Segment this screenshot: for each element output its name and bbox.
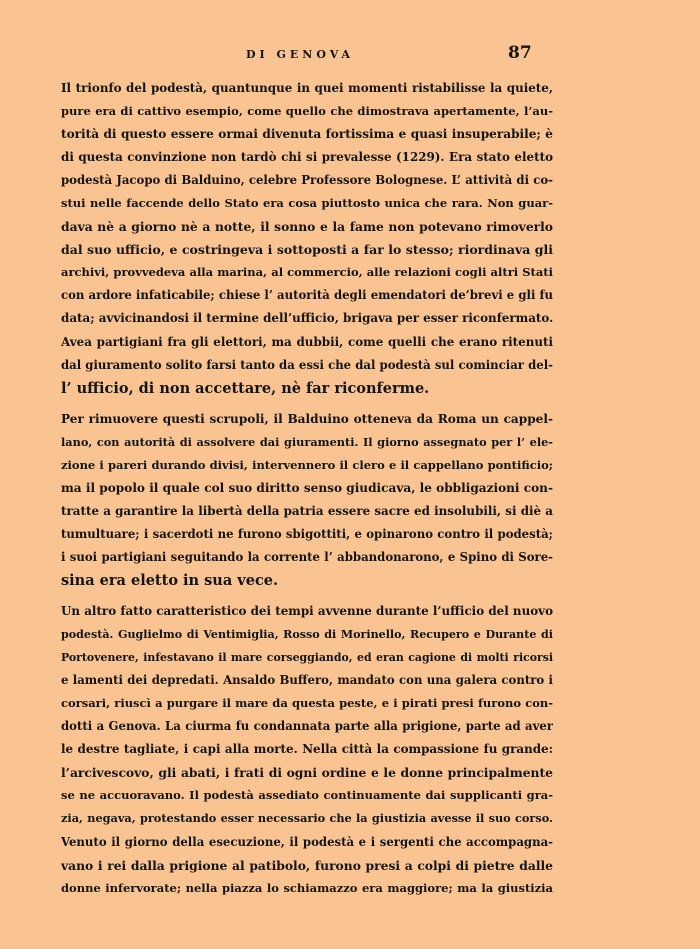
- text-line: dava nè a giorno nè a notte, il sonno e la fame non potevano rimoverlo: [61, 219, 553, 235]
- text-line: donne infervorate; nella piazza lo schiamazzo era maggiore; ma la giustizia: [61, 880, 553, 895]
- text-line: dal giuramento solito farsi tanto da essi che dal podestà sul cominciar del-: [61, 357, 553, 372]
- paragraph: [61, 600, 553, 900]
- text-line: lano, con autorità di assolvere dai giuramenti. Il giorno assegnato per l’ ele-: [61, 434, 553, 449]
- text-line: Il trionfo del podestà, quantunque in quei momenti ristabilisse la quiete,: [61, 81, 553, 95]
- text-line: zia, negava, protestando esser necessario che la giustizia avesse il suo corso.: [61, 811, 553, 826]
- text-line: l’arcivescovo, gli abati, i frati di ogni ordine e le donne principalmente: [61, 765, 553, 781]
- text-line: Venuto il giorno della esecuzione, il podestà e i sergenti che accompagna-: [61, 834, 553, 849]
- body-text: [61, 77, 553, 900]
- text-line: vano i rei dalla prigione al patibolo, furono presi a colpi di pietre dalle: [61, 857, 553, 873]
- text-line: pure era di cattivo esempio, come quello che dimostrava apertamente, l’au-: [61, 104, 553, 119]
- text-line: podestà Jacopo di Balduino, celebre Professore Bolognese. L’ attività di co-: [61, 173, 553, 188]
- text-line: Per rimuovere questi scrupoli, il Balduino otteneva da Roma un cappel-: [61, 411, 553, 426]
- text-line: stui nelle faccende dello Stato era cosa piuttosto unica che rara. Non guar-: [61, 196, 553, 211]
- text-line: di questa convinzione non tardò chi si prevalesse (1229). Era stato eletto: [61, 150, 553, 165]
- text-line: con ardore infaticabile; chiese l’ autorità degli emendatori de’brevi e gli fu: [61, 288, 553, 303]
- text-line: le destre tagliate, i capi alla morte. Nella città la compassione fu grande:: [61, 742, 553, 757]
- text-line: Un altro fatto caratteristico dei tempi avvenne durante l’ufficio del nuovo: [61, 604, 553, 619]
- text-line: torità di questo essere ormai divenuta fortissima e quasi insuperabile; è: [61, 127, 553, 142]
- text-line: dotti a Genova. La ciurma fu condannata parte alla prigione, parte ad aver: [61, 719, 553, 734]
- text-line: sina era eletto in sua vece.: [61, 571, 279, 589]
- text-line: zione i pareri durando divisi, intervennero il clero e il cappellano pontificio;: [61, 457, 553, 472]
- text-line: ma il popolo il quale col suo diritto senso giudicava, le obbligazioni con-: [61, 480, 553, 495]
- text-line: tumultuare; i sacerdoti ne furono sbigottiti, e opinarono contro il podestà;: [61, 526, 553, 541]
- text-line: data; avvicinandosi il termine dell’ufficio, brigava per esser riconfermato.: [61, 311, 553, 326]
- running-header: [60, 44, 540, 72]
- paragraph: [61, 77, 553, 400]
- paragraph: [61, 408, 553, 592]
- text-line: podestà. Guglielmo di Ventimiglia, Rosso di Morinello, Recupero e Durante di: [61, 628, 553, 642]
- text-line: Portovenere, infestavano il mare corseggiando, ed eran cagione di molti ricorsi: [61, 651, 553, 665]
- text-line: archivi, provvedeva alla marina, al commercio, alle relazioni cogli altri Stati: [61, 265, 553, 280]
- text-line: Avea partigiani fra gli elettori, ma dubbii, come quelli che erano ritenuti: [61, 334, 553, 349]
- running-title: DI GENOVA: [246, 48, 354, 61]
- text-line: corsari, riuscì a purgare il mare da questa peste, e i pirati presi furono con-: [61, 696, 553, 711]
- text-line: e lamenti dei depredati. Ansaldo Buffero, mandato con una galera contro i: [61, 673, 553, 688]
- text-line: dal suo ufficio, e costringeva i sottoposti a far lo stesso; riordinava gli: [61, 242, 553, 258]
- page-number: 87: [508, 43, 532, 63]
- text-line: se ne accuoravano. Il podestà assediato continuamente dai supplicanti gra-: [61, 788, 553, 803]
- text-line: l’ ufficio, di non accettare, nè far riconferme.: [61, 379, 430, 397]
- text-line: i suoi partigiani seguitando la corrente l’ abbandonarono, e Spino di Sore-: [61, 549, 553, 564]
- text-line: tratte a garantire la libertà della patria essere sacre ed insolubili, si diè a: [61, 503, 553, 518]
